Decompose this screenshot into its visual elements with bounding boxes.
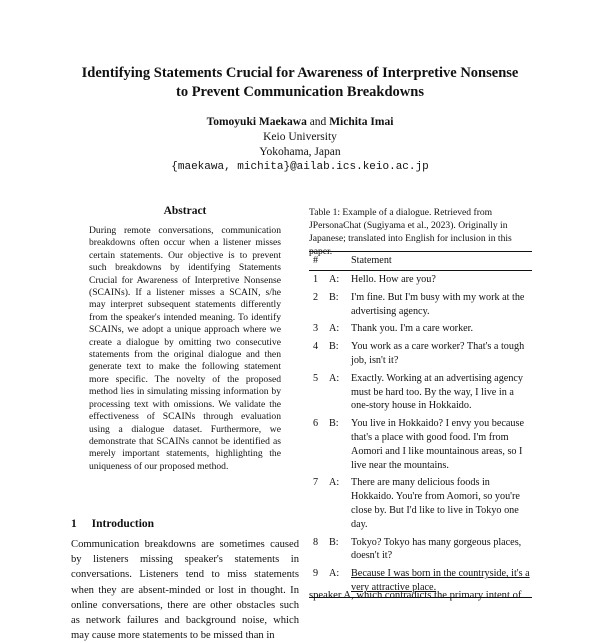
row-num: 4 xyxy=(313,341,319,353)
table-row xyxy=(309,338,532,370)
row-statement: Hello. How are you? xyxy=(351,274,436,285)
row-speaker: B: xyxy=(329,536,339,548)
row-statement: Thank you. I'm a care worker. xyxy=(351,323,474,335)
table-row xyxy=(309,370,532,415)
table-caption: Table 1: Example of a dialogue. Retrieved from JPersonaChat (Sugiyama et al., 2023). Originally in Japanese; translated into English for inclusion in this paper. xyxy=(309,207,512,257)
introduction-text: Communication breakdowns are sometimes caused by listeners missing speaker's statements in conversations. Listeners tend to miss statements when they are absent-minded or lost in thought. In online conversations, there are other obstacles such as network failures and background noise, which may cause more statements to be missed than in xyxy=(71,539,299,642)
section-title: Introduction xyxy=(91,518,155,530)
row-statement: Exactly. Working at an advertising agency must be hard too. By the way, I live in a one-story house in Hokkaido. xyxy=(351,372,524,412)
row-num: 7 xyxy=(313,477,319,489)
section-number: 1 xyxy=(71,518,77,530)
header-num: # xyxy=(313,255,319,266)
abstract-text: During remote conversations, communication breakdowns often occur when a listener misses certain statements. Our objective is to prevent such breakdowns by identifying Statements Crucial for Awareness of Interpretive Nonsense (SCAINs). If a listener misses a SCAIN, s/he may interpret subsequent statements differently from the speaker's intended meaning. To identify SCAINs, we adopt a unique approach where we create a dialogue by omitting two consecutive statements from the original dialogue and then generate text to make the following statement more specific. The novelty of the proposed method lies in simulating missing information by processing text with omissions. We validate the effectiveness of SCAINs through evaluation using a dialogue dataset. Furthermore, we demonstrate that SCAINs cannot be identified as merely important statements, highlighting the uniqueness of our proposed method. xyxy=(89,225,281,472)
row-speaker: B: xyxy=(329,418,339,430)
location: Yokohama, Japan xyxy=(259,146,341,158)
row-statement-underlined: Because I was born in the countryside, it's a very attractive place. xyxy=(351,568,530,593)
email: {maekawa, michita}@ailab.ics.keio.ac.jp xyxy=(171,161,429,173)
row-num: 1 xyxy=(313,274,319,285)
row-statement: You work as a care worker? That's a tough job, isn't it? xyxy=(351,341,525,366)
table-row xyxy=(309,534,532,566)
row-speaker: A: xyxy=(329,477,340,489)
row-num: 2 xyxy=(313,291,319,303)
section-heading-introduction xyxy=(71,518,154,530)
row-num: 5 xyxy=(313,372,319,384)
author-conjunction: and xyxy=(309,116,327,128)
row-statement: Tokyo? Tokyo has many gorgeous places, doesn't it? xyxy=(351,536,522,562)
row-num: 8 xyxy=(313,536,319,548)
row-num: 3 xyxy=(313,323,319,335)
header-statement: Statement xyxy=(351,255,392,266)
right-column-text: speaker A, which contradicts the primary intent of xyxy=(309,590,522,601)
abstract-heading: Abstract xyxy=(163,205,207,217)
row-speaker: A: xyxy=(329,568,340,580)
paper-title xyxy=(0,64,600,102)
dialogue-table xyxy=(309,251,532,598)
row-speaker: A: xyxy=(329,323,340,335)
row-speaker: A: xyxy=(329,372,340,384)
author-2: Michita Imai xyxy=(329,116,394,128)
table-row xyxy=(309,289,532,321)
title-line-1: Identifying Statements Crucial for Awareness of Interpretive Nonsense xyxy=(81,65,519,81)
row-speaker: B: xyxy=(329,291,339,303)
table-header-row xyxy=(309,252,532,271)
row-num: 9 xyxy=(313,568,319,580)
row-statement: You live in Hokkaido? I envy you because that's a place with good food. I'm from Aomori and I like mountainous areas, so I live near the mountains. xyxy=(351,418,524,471)
row-statement: There are many delicious foods in Hokkaido. You're from Aomori, so you're close by. But I'd like to live in Tokyo one day. xyxy=(351,477,520,530)
table-row xyxy=(309,271,532,289)
row-num: 6 xyxy=(313,418,319,430)
table-row xyxy=(309,415,532,474)
table-row xyxy=(309,474,532,533)
table-row xyxy=(309,320,532,338)
row-speaker: A: xyxy=(329,274,340,285)
row-speaker: B: xyxy=(329,341,339,353)
author-names xyxy=(0,115,600,130)
row-statement: I'm fine. But I'm busy with my work at the advertising agency. xyxy=(351,291,525,317)
author-1: Tomoyuki Maekawa xyxy=(206,116,307,128)
affiliation: Keio University xyxy=(263,131,337,143)
title-line-2: to Prevent Communication Breakdowns xyxy=(176,84,424,100)
author-block xyxy=(0,115,600,175)
